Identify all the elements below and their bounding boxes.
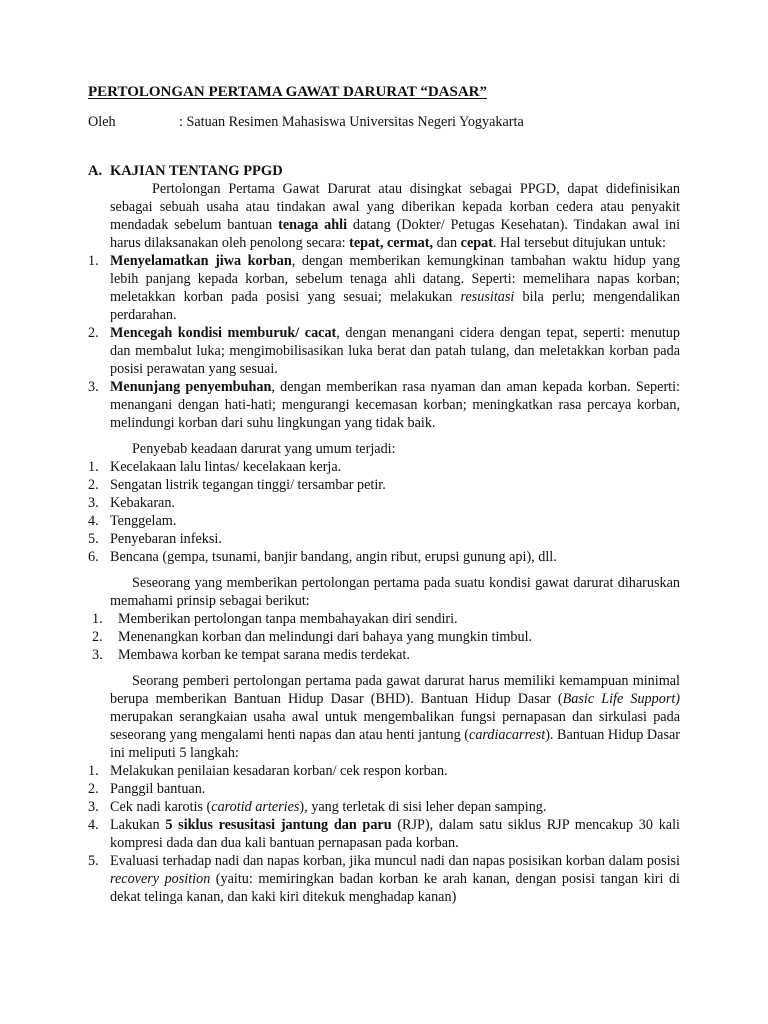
bhd-text-1: Seorang pemberi pertolongan pertama pada gawat darurat harus memiliki kemampuan minimal berupa memberikan Bantuan Hidup Dasar (BHD). Bantuan Hidup Dasar (	[110, 673, 680, 707]
list-text: Bencana (gempa, tsunami, banjir bandang, angin ribut, erupsi gunung api), dll.	[110, 549, 557, 565]
section-heading	[88, 162, 680, 180]
goal-text: , dengan memberikan rasa nyaman dan aman kepada korban. Seperti: menangani dengan hati-hati; mengurangi kecemasan korban; meningkatkan rasa percaya korban, melindungi korban dari suhu lingkungan yang tidak baik.	[110, 379, 680, 431]
section-title: KAJIAN TENTANG PPGD	[110, 163, 283, 179]
bhd-italic-2: cardiacarrest	[469, 727, 546, 743]
intro-text-2: datang (Dokter/ Petugas Kesehatan). Tindakan awal ini harus dilaksanakan oleh penolong secara:	[110, 217, 681, 251]
list-number: 1.	[88, 253, 99, 269]
step-text-c: (RJP), dalam satu siklus RJP mencakup 30 kali kompresi dada dan dua kali bantuan pernapasan pada korban.	[110, 817, 680, 851]
list-number: 1.	[88, 763, 99, 779]
list-number: 3.	[92, 647, 103, 663]
list-text: Panggil bantuan.	[110, 781, 206, 797]
causes-list	[88, 458, 680, 566]
intro-bold-2: tepat, cermat,	[349, 235, 434, 251]
list-number: 4.	[88, 513, 99, 529]
bhd-text-3: ). Bantuan Hidup Dasar ini meliputi 5 langkah:	[110, 727, 680, 761]
list-number: 4.	[88, 817, 99, 833]
intro-text-3: dan	[433, 235, 461, 251]
goal-italic: resusitasi	[460, 289, 515, 305]
intro-text-4: . Hal tersebut ditujukan untuk:	[492, 235, 666, 251]
goal-text: , dengan menangani cidera dengan tepat, seperti: menutup dan membalut luka; mengimobilisasikan luka berat dan patah tulang, dan meletakkan korban pada posisi perawatan yang sesuai.	[110, 325, 680, 377]
goal-bold: Menunjang penyembuhan	[110, 379, 272, 395]
list-item	[88, 816, 680, 852]
step-text-a: Lakukan	[110, 817, 166, 833]
list-number: 3.	[88, 495, 99, 511]
intro-bold-1: tenaga ahli	[278, 217, 348, 233]
principles-list	[92, 610, 680, 664]
list-item	[88, 494, 680, 512]
step-italic: recovery position	[110, 871, 211, 887]
list-text: Menenangkan korban dan melindungi dari bahaya yang mungkin timbul.	[118, 629, 533, 645]
list-number: 5.	[88, 531, 99, 547]
list-item	[92, 610, 680, 628]
list-item	[88, 798, 680, 816]
list-number: 3.	[88, 379, 99, 395]
goal-text: , dengan memberikan kemungkinan tambahan waktu hidup yang lebih panjang kepada korban, sebelum tenaga ahli datang. Seperti: memelihara napas korban; meletakkan korban pada posisi yang sesuai; melakukan	[110, 253, 680, 305]
list-number: 2.	[88, 781, 99, 797]
causes-intro: Penyebab keadaan darurat yang umum terjadi:	[132, 441, 396, 457]
bhd-paragraph	[110, 672, 680, 762]
list-text	[110, 378, 680, 432]
intro-bold-3: cepat	[460, 235, 493, 251]
goal-bold: Menyelamatkan jiwa korban	[110, 253, 292, 269]
list-number: 3.	[88, 799, 99, 815]
list-text: Tenggelam.	[110, 513, 177, 529]
list-text: Melakukan penilaian kesadaran korban/ cek respon korban.	[110, 763, 448, 779]
list-text	[110, 324, 680, 378]
step-italic: carotid arteries	[211, 799, 300, 815]
bhd-italic-1: Basic Life Support)	[562, 691, 681, 707]
goal-bold: Mencegah kondisi memburuk/ cacat	[110, 325, 337, 341]
goals-list	[88, 252, 680, 432]
list-text	[110, 252, 680, 324]
list-item	[88, 476, 680, 494]
step-text-a: Evaluasi terhadap nadi dan napas korban, jika muncul nadi dan napas posisikan korban dalam posisi	[110, 853, 680, 869]
step-text-a: Cek nadi karotis (	[110, 799, 212, 815]
list-text	[110, 852, 680, 906]
list-item	[88, 458, 680, 476]
list-number: 2.	[88, 477, 99, 493]
list-item	[92, 646, 680, 664]
bhd-text-2: merupakan serangkaian usaha awal untuk mengembalikan fungsi pernapasan dan sirkulasi pada seseorang yang mengalami henti napas dan atau henti jantung (	[110, 709, 680, 743]
list-text: Kecelakaan lalu lintas/ kecelakaan kerja.	[110, 459, 342, 475]
list-text: Sengatan listrik tegangan tinggi/ tersambar petir.	[110, 477, 386, 493]
intro-paragraph	[110, 180, 680, 252]
list-number: 2.	[88, 325, 99, 341]
author-line	[88, 113, 680, 131]
list-text: Kebakaran.	[110, 495, 175, 511]
step-text-c: (yaitu: memiringkan badan korban ke arah kanan, dengan posisi tangan kiri di dekat telinga kanan, dan kaki kiri ditekuk menghadap kanan)	[110, 871, 680, 905]
intro-text-1: Pertolongan Pertama Gawat Darurat atau disingkat sebagai PPGD, dapat didefinisikan sebagai sebuah usaha atau tindakan awal yang diberikan kepada korban cedera atau penyakit mendadak sebelum bantuan	[110, 181, 680, 233]
list-item	[88, 530, 680, 548]
author-label: Oleh	[88, 114, 116, 130]
step-bold: 5 siklus resusitasi jantung dan paru	[165, 817, 392, 833]
list-text	[110, 816, 680, 852]
author-value: : Satuan Resimen Mahasiswa Universitas Negeri Yogyakarta	[179, 114, 524, 130]
list-text: Memberikan pertolongan tanpa membahayakan diri sendiri.	[118, 611, 458, 627]
list-item	[92, 628, 680, 646]
list-item	[88, 548, 680, 566]
list-number: 6.	[88, 549, 99, 565]
list-item	[88, 324, 680, 378]
list-item	[88, 512, 680, 530]
goal-tail: bila perlu; mengendalikan perdarahan.	[110, 289, 680, 323]
document-title: PERTOLONGAN PERTAMA GAWAT DARURAT “DASAR”	[88, 84, 487, 100]
list-item	[88, 252, 680, 324]
list-number: 5.	[88, 853, 99, 869]
list-number: 1.	[88, 459, 99, 475]
list-text: Penyebaran infeksi.	[110, 531, 222, 547]
list-number: 1.	[92, 611, 103, 627]
list-text	[110, 798, 680, 816]
steps-list	[88, 762, 680, 906]
list-number: 2.	[92, 629, 103, 645]
section-letter: A.	[88, 163, 103, 179]
list-item	[88, 852, 680, 906]
step-text-c: ), yang terletak di sisi leher depan samping.	[299, 799, 547, 815]
list-item	[88, 780, 680, 798]
list-item	[88, 378, 680, 432]
list-item	[88, 762, 680, 780]
principles-intro: Seseorang yang memberikan pertolongan pertama pada suatu kondisi gawat darurat diharuskan memahami prinsip sebagai berikut:	[110, 575, 680, 609]
list-text: Membawa korban ke tempat sarana medis terdekat.	[118, 647, 410, 663]
